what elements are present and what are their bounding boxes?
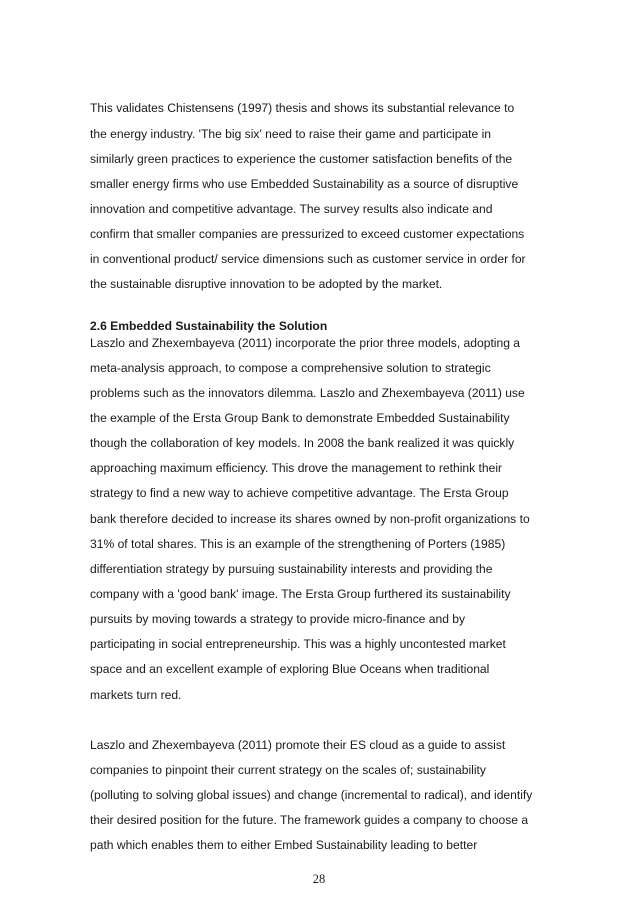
- text-line: Laszlo and Zhexembayeva (2011) promote their ES cloud as a guide to assist: [90, 738, 506, 752]
- text-line: pursuits by moving towards a strategy to provide micro-finance and by: [90, 612, 466, 626]
- text-line: smaller energy firms who use Embedded Sustainability as a source of disruptive: [90, 177, 519, 191]
- text-line: 31% of total shares. This is an example of the strengthening of Porters (1985): [90, 537, 506, 551]
- text-line: companies to pinpoint their current strategy on the scales of; sustainability: [90, 763, 486, 777]
- section-heading: 2.6 Embedded Sustainability the Solution: [90, 319, 328, 333]
- text-line: innovation and competitive advantage. The survey results also indicate and: [90, 202, 493, 216]
- text-line: in conventional product/ service dimensions such as customer service in order for: [90, 252, 526, 266]
- text-line: differentiation strategy by pursuing sustainability interests and providing the: [90, 562, 493, 576]
- text-line: space and an excellent example of exploring Blue Oceans when traditional: [90, 662, 490, 676]
- text-line: problems such as the innovators dilemma. Laszlo and Zhexembayeva (2011) use: [90, 386, 525, 400]
- text-line: participating in social entrepreneurship. This was a highly uncontested market: [90, 637, 506, 651]
- text-line: company with a 'good bank' image. The Ersta Group furthered its sustainability: [90, 587, 511, 601]
- text-line: their desired position for the future. The framework guides a company to choose a: [90, 813, 529, 827]
- text-line: Laszlo and Zhexembayeva (2011) incorporate the prior three models, adopting a: [90, 336, 521, 350]
- text-line: confirm that smaller companies are pressurized to exceed customer expectations: [90, 227, 525, 241]
- page-number: 28: [312, 872, 326, 886]
- text-line: (polluting to solving global issues) and change (incremental to radical), and identify: [90, 788, 533, 802]
- text-line: strategy to find a new way to achieve competitive advantage. The Ersta Group: [90, 486, 509, 500]
- text-line: approaching maximum efficiency. This drove the management to rethink their: [90, 461, 503, 475]
- text-line: the energy industry. 'The big six' need to raise their game and participate in: [90, 127, 492, 141]
- text-line: markets turn red.: [90, 688, 182, 702]
- text-line: similarly green practices to experience the customer satisfaction benefits of the: [90, 152, 513, 166]
- text-line: the sustainable disruptive innovation to be adopted by the market.: [90, 277, 443, 291]
- text-line: This validates Chistensens (1997) thesis and shows its substantial relevance to: [90, 101, 515, 115]
- text-line: path which enables them to either Embed Sustainability leading to better: [90, 838, 478, 852]
- text-line: the example of the Ersta Group Bank to demonstrate Embedded Sustainability: [90, 411, 510, 425]
- text-line: meta-analysis approach, to compose a comprehensive solution to strategic: [90, 361, 491, 375]
- text-line: bank therefore decided to increase its shares owned by non-profit organizations to: [90, 512, 530, 526]
- text-line: though the collaboration of key models. In 2008 the bank realized it was quickly: [90, 436, 515, 450]
